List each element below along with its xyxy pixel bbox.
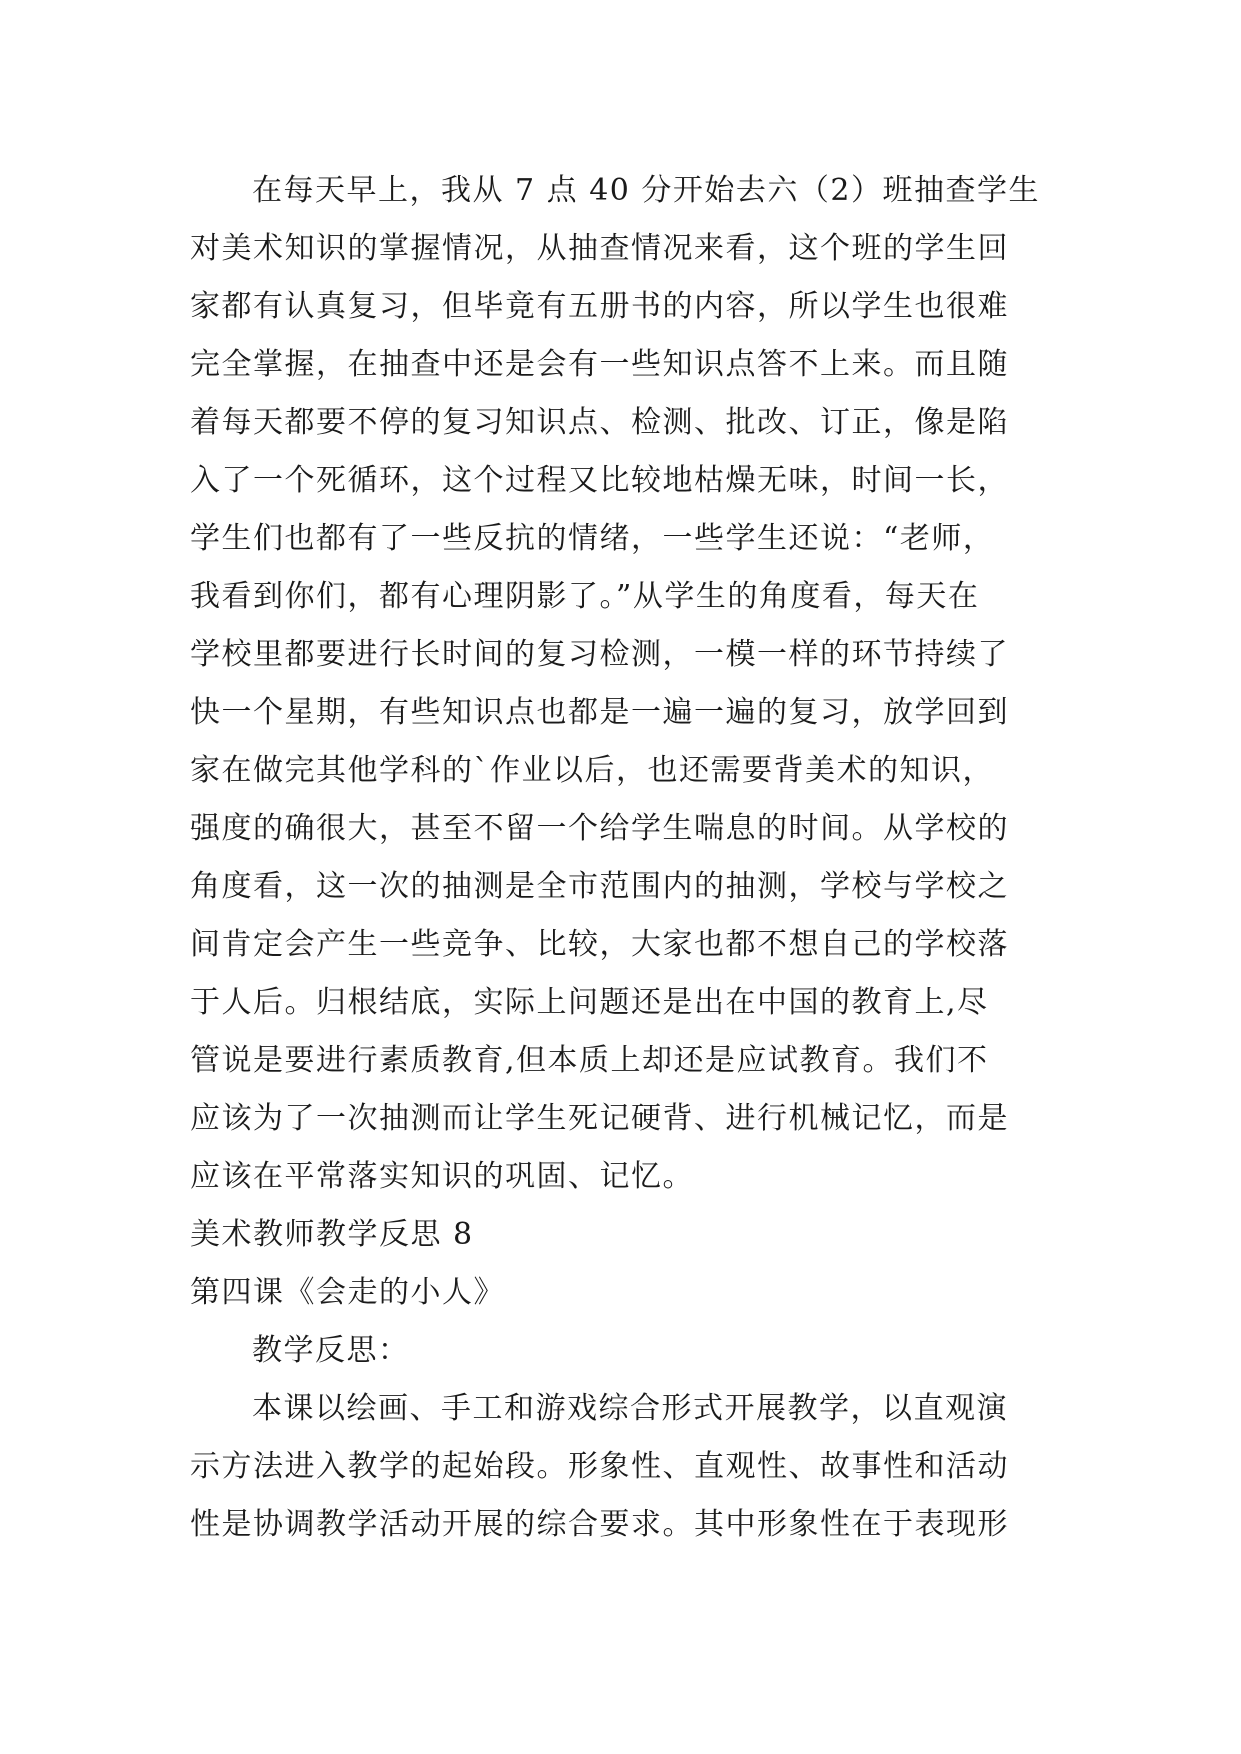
paragraph-line: 着每天都要不停的复习知识点、检测、批改、订正，像是陷 bbox=[190, 405, 1009, 440]
paragraph-line: 学校里都要进行长时间的复习检测，一模一样的环节持续了 bbox=[190, 637, 1009, 672]
paragraph-line: 快一个星期，有些知识点也都是一遍一遍的复习，放学回到 bbox=[190, 695, 1009, 730]
paragraph-line: 管说是要进行素质教育,但本质上却还是应试教育。我们不 bbox=[190, 1043, 989, 1078]
paragraph-line: 于人后。归根结底，实际上问题还是出在中国的教育上,尽 bbox=[190, 985, 989, 1020]
paragraph-line: 本课以绘画、手工和游戏综合形式开展教学，以直观演 bbox=[252, 1391, 1008, 1426]
paragraph-line: 应该在平常落实知识的巩固、记忆。 bbox=[190, 1159, 694, 1194]
paragraph-line: 强度的确很大，甚至不留一个给学生喘息的时间。从学校的 bbox=[190, 811, 1009, 846]
paragraph-line: 我看到你们，都有心理阴影了。”从学生的角度看，每天在 bbox=[190, 579, 980, 614]
paragraph-line: 性是协调教学活动开展的综合要求。其中形象性在于表现形 bbox=[190, 1507, 1009, 1542]
paragraph-line: 学生们也都有了一些反抗的情绪，一些学生还说：“老师， bbox=[190, 521, 995, 556]
paragraph-line: 家在做完其他学科的`作业以后，也还需要背美术的知识， bbox=[190, 753, 994, 788]
paragraph-line: 家都有认真复习，但毕竟有五册书的内容，所以学生也很难 bbox=[190, 289, 1009, 324]
paragraph-line: 应该为了一次抽测而让学生死记硬背、进行机械记忆，而是 bbox=[190, 1101, 1009, 1136]
paragraph-line: 间肯定会产生一些竞争、比较，大家也都不想自己的学校落 bbox=[190, 927, 1009, 962]
subheading: 教学反思： bbox=[252, 1333, 410, 1368]
lesson-title: 第四课《会走的小人》 bbox=[190, 1275, 505, 1310]
paragraph-line: 角度看，这一次的抽测是全市范围内的抽测，学校与学校之 bbox=[190, 869, 1009, 904]
paragraph-line: 完全掌握，在抽查中还是会有一些知识点答不上来。而且随 bbox=[190, 347, 1009, 382]
section-heading: 美术教师教学反思 8 bbox=[190, 1217, 474, 1252]
paragraph-line: 示方法进入教学的起始段。形象性、直观性、故事性和活动 bbox=[190, 1449, 1009, 1484]
paragraph-line: 在每天早上，我从 7 点 40 分开始去六（2）班抽查学生 bbox=[252, 173, 1040, 208]
document-body bbox=[190, 162, 1052, 1554]
paragraph-line: 入了一个死循环，这个过程又比较地枯燥无味，时间一长， bbox=[190, 463, 1009, 498]
paragraph-line: 对美术知识的掌握情况，从抽查情况来看，这个班的学生回 bbox=[190, 231, 1009, 266]
